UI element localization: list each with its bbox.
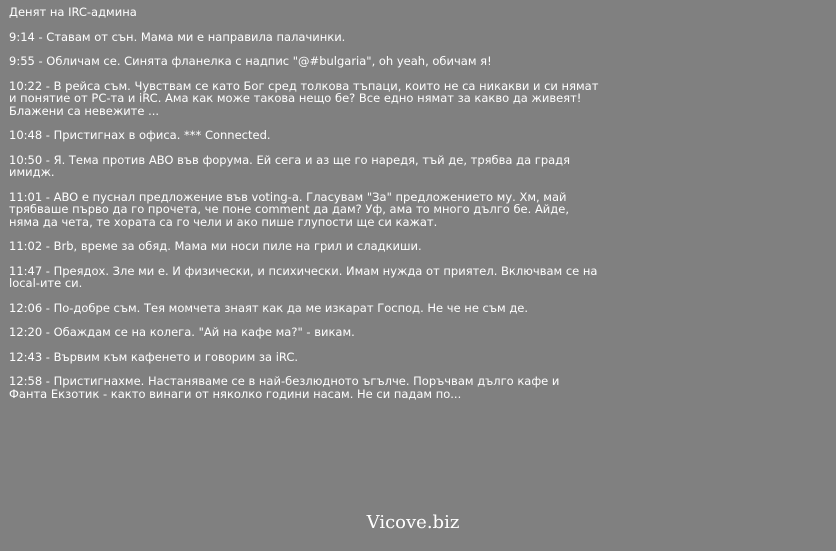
entry: 9:55 - Обличам се. Синята фланелка с надпис "@#bulgaria", oh yeah, обичам я! xyxy=(9,54,492,68)
article xyxy=(9,6,599,412)
entry: 10:48 - Пристигнах в офиса. *** Connected. xyxy=(9,128,271,142)
entry: 11:01 - ABO е пуснал предложение във voting-а. Гласувам "За" предложението му. Хм, май трябваше първо да го прочета, че поне comment да дам? Уф, ама то много дълго бе. Айде, няма да чета, те хората са го чели и ако пише глупости ще си кажат. xyxy=(9,189,569,229)
entry: 11:47 - Преядох. Зле ми е. И физически, и психически. Имам нужда от приятел. Включвам се на local-ите си. xyxy=(9,263,598,290)
entry: 10:22 - В рейса съм. Чувствам се като Бог сред толкова тъпаци, които не са никакви и си нямат и понятие от PC-та и iRC. Ама как може такова нещо бе? Все едно нямат за какво да живеят! Блажени са невежите ... xyxy=(9,78,599,118)
entry: 10:50 - Я. Тема против ABO във форума. Ей сега и аз ще го наредя, тъй де, трябва да градя имидж. xyxy=(9,152,571,179)
entry: 12:06 - По-добре съм. Тея момчета знаят как да ме изкарат Господ. Не че не съм де. xyxy=(9,300,529,315)
entry: 12:43 - Вървим към кафенето и говорим за iRC. xyxy=(9,349,299,364)
article-title: Денят на IRC-админа xyxy=(9,5,137,19)
entry: 11:02 - Brb, време за обяд. Мама ми носи пиле на грил и сладкиши. xyxy=(9,239,422,253)
entry: 12:58 - Пристигнахме. Настаняваме се в най-безлюдното ъгълче. Поръчвам дълго кафе и Фанта Екзотик - както винаги от няколко години насам. Не си падам по... xyxy=(9,374,560,401)
entry: 9:14 - Ставам от сън. Мама ми е направила палачинки. xyxy=(9,29,346,44)
site-watermark: Vicove.biz xyxy=(366,512,460,533)
entry: 12:20 - Обаждам се на колега. "Ай на кафе ма?" - викам. xyxy=(9,325,355,339)
